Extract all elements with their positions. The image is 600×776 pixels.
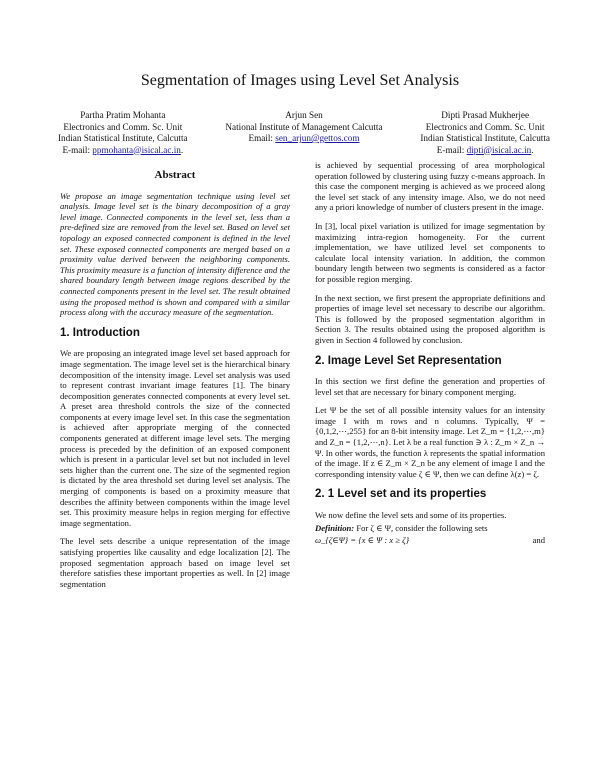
email-label: E-mail: <box>62 144 90 155</box>
abstract-text: We propose an image segmentation technique using level set analysis. Image level set is the binary decomposition of a gray level image. Connected components in the level set, less than a pre-defined size are removed from the level set. Based on level set topology an exposed connected component is defined in the level set. These exposed connected components are merged based on a proximity value derived between the neighboring components. This proximity measure is a function of intensity difference and the shared boundary length between image regions described by the connected components present in the level set. The result obtained using the proposed method is shown and compared with a similar process along with the accuracy measure of the segmentation. <box>60 190 290 318</box>
email-label: Email: <box>248 133 273 143</box>
section-1-heading: 1. Introduction <box>60 326 140 339</box>
author-email-link[interactable]: ppmohanta@isical.ac.in <box>92 144 181 155</box>
author-block <box>58 110 550 156</box>
email-label: E-mail: <box>436 144 465 155</box>
paper-title: Segmentation of Images using Level Set Analysis <box>140 72 460 89</box>
author-email-link[interactable]: sen_arjun@gettos.com <box>275 133 360 143</box>
author-email-line: E-mail: dipti@isical.ac.in. <box>436 144 534 155</box>
definition-label: Definition: <box>315 522 355 533</box>
section-2-1-paragraph: We now define the level sets and some of its properties. <box>315 510 507 521</box>
definition-line <box>315 523 545 534</box>
author-email-link[interactable]: dipti@isical.ac.in <box>466 144 532 155</box>
author-name: Arjun Sen <box>285 110 323 120</box>
right-column <box>315 160 545 546</box>
section-1-paragraph-2: The level sets describe a unique representation of the image satisfying properties like causality and edge localization [2]. The proposed segmentation approach based on image level set therefore satisfies these important properties as well. In [2] image segmentation <box>60 536 290 589</box>
left-column <box>60 160 290 597</box>
author-1 <box>58 110 188 156</box>
author-dept: National Institute of Management Calcutta <box>225 121 383 132</box>
section-2-heading: 2. Image Level Set Representation <box>315 354 502 367</box>
author-email-line: E-mail: ppmohanta@isical.ac.in. <box>62 144 184 155</box>
definition-and: and <box>532 535 545 546</box>
author-name: Dipti Prasad Mukherjee <box>441 110 530 120</box>
definition-formula-line <box>315 535 545 546</box>
abstract-heading: Abstract <box>154 169 196 181</box>
author-inst: Indian Statistical Institute, Calcutta <box>420 133 550 143</box>
section-2-1-heading: 2. 1 Level set and its properties <box>315 488 487 501</box>
intro-paragraph-ref3: In [3], local pixel variation is utilized for image segmentation by maximizing intra-region homogeneity. For the current implementation, we have utilized level set components to calculate local intensity variation. In addition, the common boundary length between two segments is considered as a factor for possible region merging. <box>315 220 545 284</box>
author-2 <box>225 110 382 156</box>
author-3 <box>420 110 550 156</box>
author-dept: Electronics and Comm. Sc. Unit <box>63 121 183 132</box>
author-name: Partha Pratim Mohanta <box>80 110 166 120</box>
intro-outline-paragraph: In the next section, we first present the appropriate definitions and properties of image level set necessary to describe our algorithm. This is followed by the proposed segmentation algorithm in Section 3. The results obtained using the proposed algorithm is given in Section 4 followed by conclusion. <box>315 292 545 345</box>
section-1-paragraph-1: We are proposing an integrated image level set based approach for image segmentation. The image level set is the hierarchical binary decomposition of the intensity image. Level set analysis was used to represent contrast invariant image features [1]. The binary decomposition generates connected components at every level set. A preset area threshold controls the size of the connected components at every image level set. In this case the segmentation is achieved after appropriate merging of the connected components generated at different image level sets. The merging process is preceded by the definition of an exposed component which is present in a particular level set but not included in level sets higher than the current one. The size of the segmented region is dictated by the area threshold set during level set analysis. The merging of components is based on a proximity measure that describes the affinity between components within the image level set. This proximity measure helps in region merging for effective image segmentation. <box>60 348 290 528</box>
section-2-paragraph-1: In this section we first define the generation and properties of level set that are necessary for binary component merging. <box>315 376 545 397</box>
definition-text: For ζ ∈ Ψ, consider the following sets <box>356 522 488 533</box>
section-2-paragraph-2: Let Ψ be the set of all possible intensity values for an intensity image I with m rows and n columns. Typically, Ψ = {0,1,2,⋯,255} for an 8-bit intensity image. Let Z_m = {1,2,⋯,m} and Z_n = {1,2,⋯,n}. Let λ be a real function ∋ λ : Z_m × Z_n → Ψ. In other words, the function λ represents the spatial information of the image. If z ∈ Z_m × Z_n be any element of image I and the corresponding intensity value ζ ∈ Ψ, then we can define λ(z) = ζ. <box>315 405 545 479</box>
author-inst: Indian Statistical Institute, Calcutta <box>58 133 188 143</box>
author-email-line <box>225 133 382 145</box>
intro-continued-paragraph: is achieved by sequential processing of area morphological operation followed by clustering using fuzzy c-means approach. In this case the component merging is achieved as we proceed along the level set stack of any intensity image. Also, we do not need any a priori knowledge of number of clusters present in the image. <box>315 160 545 213</box>
author-dept: Electronics and Comm. Sc. Unit <box>425 121 545 132</box>
definition-formula: ω_{ζ∈Ψ} = {x ∈ Ψ : x ≥ ζ} <box>315 535 410 546</box>
